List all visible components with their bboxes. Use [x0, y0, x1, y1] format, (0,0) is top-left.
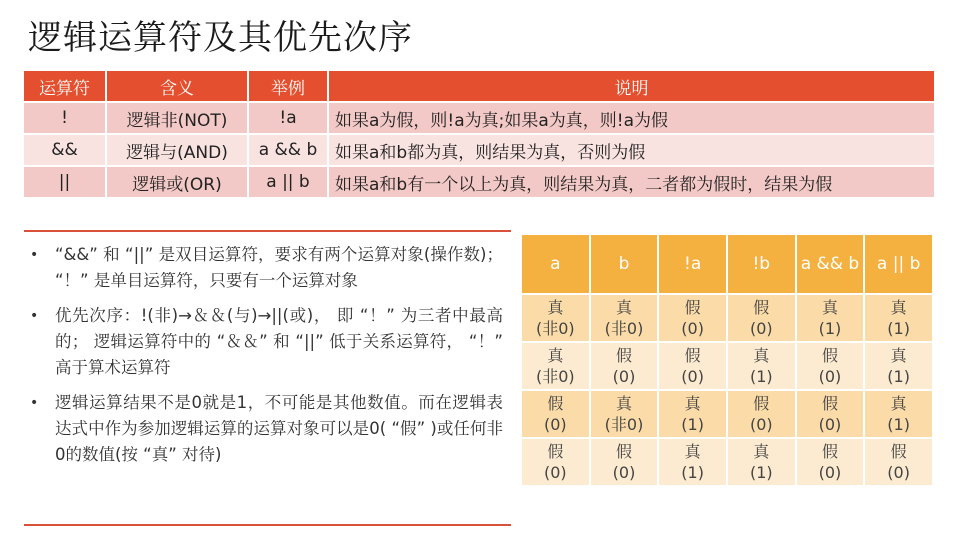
- list-item: [24, 390, 503, 468]
- truth-table-header: [521, 234, 933, 294]
- truth-header-or: a || b: [864, 234, 933, 294]
- example-cell: a && b: [248, 134, 328, 166]
- list-item: [24, 242, 503, 294]
- truth-cell: [521, 438, 590, 486]
- truth-cell: [796, 342, 865, 390]
- col-header-meaning: 含义: [106, 71, 248, 102]
- truth-cell: [590, 390, 659, 438]
- truth-value: 真: [890, 346, 907, 365]
- truth-cell: [796, 390, 865, 438]
- truth-value: 真: [684, 394, 701, 413]
- meaning-cell: 逻辑与(AND): [106, 134, 248, 166]
- truth-cell: [796, 438, 865, 486]
- truth-value: 假: [615, 442, 632, 461]
- truth-value: 假: [753, 298, 770, 317]
- operator-table: [24, 71, 934, 197]
- truth-value: 真: [615, 298, 632, 317]
- truth-value: 假: [615, 346, 632, 365]
- truth-value: 真: [890, 394, 907, 413]
- truth-numeric: (0): [749, 415, 773, 434]
- truth-header-and: a && b: [796, 234, 865, 294]
- truth-value: 假: [547, 394, 564, 413]
- truth-table-body: [521, 294, 933, 486]
- truth-header-not-b: !b: [727, 234, 796, 294]
- truth-cell: [864, 342, 933, 390]
- table-row: [24, 134, 934, 166]
- col-header-example: 举例: [248, 71, 328, 102]
- truth-value: 真: [684, 442, 701, 461]
- description-cell: 如果a和b有一个以上为真，则结果为真，二者都为假时，结果为假: [328, 166, 934, 197]
- bullet-text: “&&” 和 “||” 是双目运算符，要求有两个运算对象(操作数)； “！” 是单目运算符，只要有一个运算对象: [55, 245, 503, 290]
- truth-cell: [727, 294, 796, 342]
- truth-header-a: a: [521, 234, 590, 294]
- slide-title: 逻辑运算符及其优先次序: [28, 18, 413, 58]
- truth-numeric: (非0): [535, 367, 575, 386]
- truth-cell: [521, 390, 590, 438]
- table-row: [521, 342, 933, 390]
- notes-box: [24, 230, 511, 526]
- operator-cell: &&: [24, 134, 106, 166]
- truth-header-not-a: !a: [658, 234, 727, 294]
- meaning-cell: 逻辑非(NOT): [106, 102, 248, 134]
- table-row: [24, 166, 934, 197]
- truth-value: 真: [753, 346, 770, 365]
- truth-numeric: (1): [749, 463, 773, 482]
- truth-header-b: b: [590, 234, 659, 294]
- example-cell: !a: [248, 102, 328, 134]
- truth-cell: [658, 390, 727, 438]
- truth-numeric: (0): [818, 463, 842, 482]
- truth-value: 真: [615, 394, 632, 413]
- truth-numeric: (非0): [535, 319, 575, 338]
- bullet-list: [24, 232, 511, 468]
- col-header-description: 说明: [328, 71, 934, 102]
- truth-cell: [658, 294, 727, 342]
- meaning-cell: 逻辑或(OR): [106, 166, 248, 197]
- operator-cell: !: [24, 102, 106, 134]
- truth-cell: [864, 438, 933, 486]
- truth-numeric: (1): [818, 319, 842, 338]
- truth-value: 真: [547, 298, 564, 317]
- bullet-icon: •: [30, 308, 39, 324]
- truth-numeric: (1): [681, 415, 704, 434]
- truth-value: 假: [753, 394, 770, 413]
- truth-cell: [796, 294, 865, 342]
- bullet-text: 优先次序：!(非)→＆＆(与)→||(或)， 即 “！” 为三者中最高的； 逻辑运算符中的 “＆＆” 和 “||” 低于关系运算符， “！” 高于算术运算符: [55, 306, 503, 377]
- truth-numeric: (0): [681, 367, 704, 386]
- truth-value: 真: [753, 442, 770, 461]
- table-row: [24, 102, 934, 134]
- truth-value: 真: [821, 298, 838, 317]
- bullet-text: 逻辑运算结果不是0就是1，不可能是其他数值。而在逻辑表达式中作为参加逻辑运算的运算对象可以是0( “假” )或任何非0的数值(按 “真” 对待): [55, 393, 503, 464]
- truth-cell: [658, 342, 727, 390]
- truth-cell: [590, 342, 659, 390]
- truth-numeric: (1): [887, 319, 910, 338]
- truth-value: 假: [684, 346, 701, 365]
- truth-cell: [590, 294, 659, 342]
- table-row: [521, 390, 933, 438]
- truth-numeric: (0): [612, 367, 636, 386]
- truth-numeric: (0): [818, 367, 842, 386]
- truth-numeric: (0): [543, 415, 567, 434]
- truth-value: 假: [547, 442, 564, 461]
- truth-numeric: (0): [681, 319, 704, 338]
- operator-cell: ||: [24, 166, 106, 197]
- truth-value: 真: [890, 298, 907, 317]
- truth-numeric: (非0): [604, 415, 644, 434]
- description-cell: 如果a为假，则!a为真;如果a为真，则!a为假: [328, 102, 934, 134]
- truth-cell: [727, 438, 796, 486]
- truth-numeric: (0): [887, 463, 910, 482]
- truth-numeric: (非0): [604, 319, 644, 338]
- truth-numeric: (0): [749, 319, 773, 338]
- truth-cell: [521, 342, 590, 390]
- truth-cell: [727, 342, 796, 390]
- truth-cell: [521, 294, 590, 342]
- truth-value: 假: [890, 442, 907, 461]
- list-item: [24, 303, 503, 381]
- description-cell: 如果a和b都为真，则结果为真，否则为假: [328, 134, 934, 166]
- truth-numeric: (0): [543, 463, 567, 482]
- truth-cell: [864, 390, 933, 438]
- truth-numeric: (1): [749, 367, 773, 386]
- truth-numeric: (1): [887, 367, 910, 386]
- truth-value: 假: [684, 298, 701, 317]
- truth-numeric: (1): [887, 415, 910, 434]
- truth-value: 假: [821, 346, 838, 365]
- truth-cell: [864, 294, 933, 342]
- table-row: [521, 438, 933, 486]
- truth-cell: [727, 390, 796, 438]
- truth-value: 假: [821, 394, 838, 413]
- truth-table: [520, 233, 934, 487]
- truth-value: 真: [547, 346, 564, 365]
- truth-numeric: (0): [818, 415, 842, 434]
- truth-cell: [590, 438, 659, 486]
- col-header-operator: 运算符: [24, 71, 106, 102]
- truth-cell: [658, 438, 727, 486]
- example-cell: a || b: [248, 166, 328, 197]
- bullet-icon: •: [30, 247, 39, 263]
- truth-numeric: (1): [681, 463, 704, 482]
- table-row: [521, 294, 933, 342]
- operator-table-header: [24, 71, 934, 102]
- truth-value: 假: [821, 442, 838, 461]
- bullet-icon: •: [30, 395, 39, 411]
- truth-numeric: (0): [612, 463, 636, 482]
